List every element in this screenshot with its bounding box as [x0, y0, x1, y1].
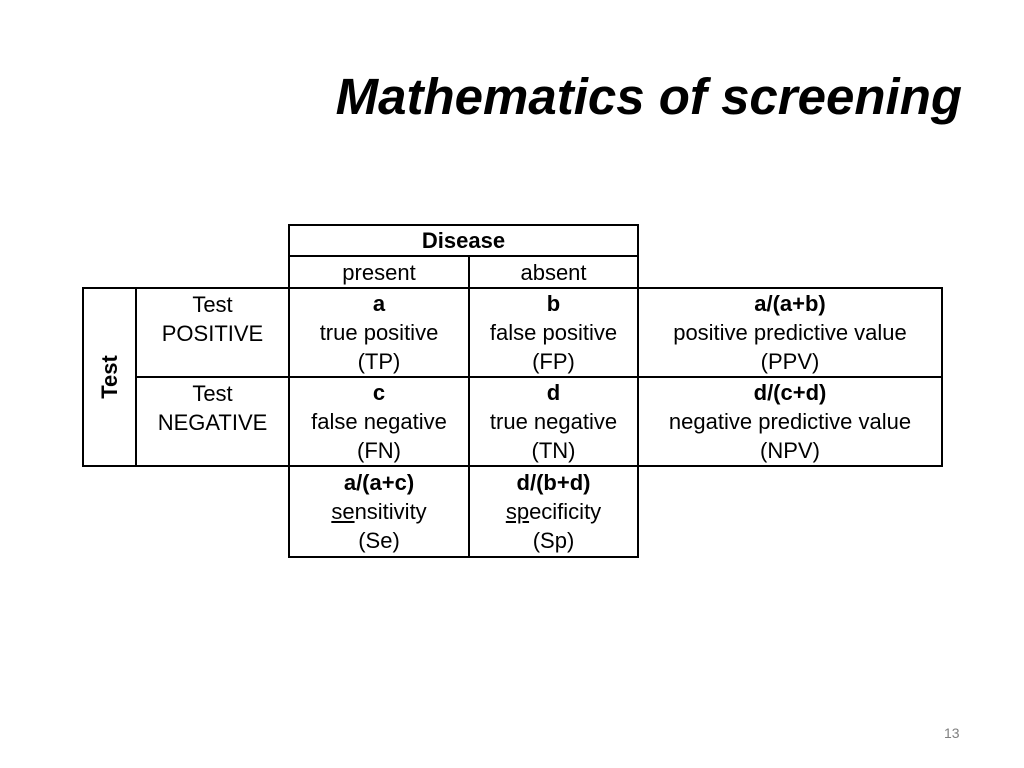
cell-true-negative: d true negative (TN) — [468, 376, 639, 467]
cell-negative-predictive-value: d/(c+d) negative predictive value (NPV) — [637, 376, 943, 467]
slide-number: 13 — [944, 725, 960, 741]
specificity-label: specificity — [505, 499, 602, 524]
sensitivity-label: sensitivity — [331, 499, 427, 524]
column-absent-header: absent — [468, 255, 639, 289]
slide-title: Mathematics of screening — [335, 68, 962, 125]
cell-specificity: d/(b+d) specificity (Sp) — [468, 465, 639, 558]
cell-sensitivity: a/(a+c) sensitivity (Se) — [288, 465, 470, 558]
cell-true-positive: a true positive (TP) — [288, 287, 470, 378]
cell-false-negative: c false negative (FN) — [288, 376, 470, 467]
test-row-group-header: Test — [82, 287, 137, 467]
column-present-header: present — [288, 255, 470, 289]
row-negative-header: Test NEGATIVE — [135, 376, 290, 467]
cell-positive-predictive-value: a/(a+b) positive predictive value (PPV) — [637, 287, 943, 378]
row-positive-header: Test POSITIVE — [135, 287, 290, 378]
cell-false-positive: b false positive (FP) — [468, 287, 639, 378]
disease-header: Disease — [288, 224, 639, 257]
